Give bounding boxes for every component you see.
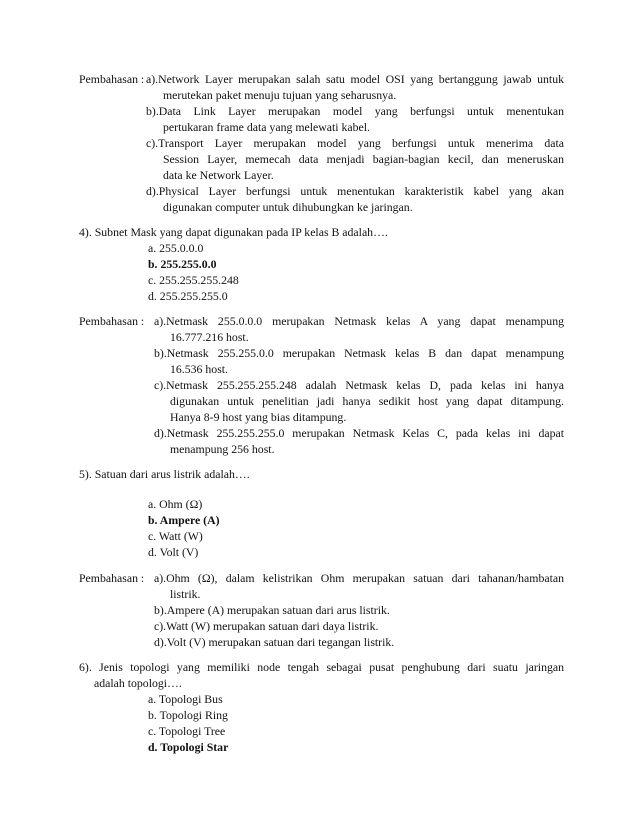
- answer-option: d. 255.255.255.0: [148, 289, 228, 303]
- answer-option-correct: b. Ampere (A): [148, 513, 220, 527]
- pembahasan-line: b).Ampere (A) merupakan satuan dari arus listrik.: [154, 603, 390, 617]
- question-text: adalah topologi….: [94, 676, 182, 690]
- answer-option: c. 255.255.255.248: [148, 273, 239, 287]
- pembahasan-line: 16.777.216 host.: [170, 330, 249, 344]
- pembahasan-line: d).Volt (V) merupakan satuan dari tegangan listrik.: [154, 635, 395, 649]
- pembahasan-line: listrik.: [170, 587, 201, 601]
- pembahasan-label: Pembahasan :: [79, 72, 145, 86]
- pembahasan-line: b).Netmask 255.255.0.0 merupakan Netmask kelas B dan dapat menampung: [154, 346, 564, 360]
- answer-option-correct: d. Topologi Star: [148, 740, 229, 754]
- pembahasan-line: data ke Network Layer.: [163, 168, 274, 182]
- question-text: 4). Subnet Mask yang dapat digunakan pada IP kelas B adalah….: [79, 225, 388, 239]
- pembahasan-line: merutekan paket menuju tujuan yang seharusnya.: [163, 88, 397, 102]
- pembahasan-line: c).Netmask 255.255.255.248 adalah Netmask kelas D, pada kelas ini hanya: [154, 378, 564, 392]
- pembahasan-line: d).Netmask 255.255.255.0 merupakan Netmask Kelas C, pada kelas ini dapat: [154, 426, 564, 440]
- pembahasan-line: Hanya 8-9 host yang bias ditampung.: [170, 410, 347, 424]
- answer-option: c. Watt (W): [148, 529, 203, 543]
- pembahasan-line: pertukaran frame data yang melewati kabel.: [163, 120, 370, 134]
- pembahasan-line: b).Data Link Layer merupakan model yang berfungsi untuk menentukan: [146, 104, 564, 118]
- pembahasan-line: digunakan untuk penelitian jadi hanya sedikit host yang dapat ditampung.: [170, 394, 564, 408]
- pembahasan-label: Pembahasan :: [79, 314, 145, 328]
- pembahasan-label: Pembahasan :: [79, 571, 145, 585]
- answer-option: d. Volt (V): [148, 545, 199, 559]
- pembahasan-line: c).Watt (W) merupakan satuan dari daya listrik.: [154, 619, 379, 633]
- question-text: 5). Satuan dari arus listrik adalah….: [79, 467, 250, 481]
- question-text: 6). Jenis topologi yang memiliki node tengah sebagai pusat penghubung dari suatu jaringan: [79, 660, 564, 674]
- pembahasan-line: menampung 256 host.: [170, 442, 275, 456]
- pembahasan-line: d).Physical Layer berfungsi untuk menentukan karakteristik kabel yang akan: [146, 184, 564, 198]
- answer-option: b. Topologi Ring: [148, 708, 228, 722]
- answer-option-correct: b. 255.255.0.0: [148, 257, 217, 271]
- pembahasan-line: Session Layer, memecah data menjadi bagian-bagian kecil, dan meneruskan: [163, 152, 564, 166]
- pembahasan-line: a).Netmask 255.0.0.0 merupakan Netmask kelas A yang dapat menampung: [154, 314, 564, 328]
- answer-option: a. 255.0.0.0: [148, 241, 204, 255]
- answer-option: a. Topologi Bus: [148, 692, 223, 706]
- pembahasan-line: c).Transport Layer merupakan model yang berfungsi untuk menerima data: [146, 136, 564, 150]
- pembahasan-line: a).Network Layer merupakan salah satu model OSI yang bertanggung jawab untuk: [146, 72, 564, 86]
- pembahasan-line: digunakan computer untuk dihubungkan ke jaringan.: [163, 200, 413, 214]
- answer-option: a. Ohm (Ω): [148, 497, 203, 511]
- answer-option: c. Topologi Tree: [148, 724, 226, 738]
- pembahasan-line: 16.536 host.: [170, 362, 229, 376]
- pembahasan-line: a).Ohm (Ω), dalam kelistrikan Ohm merupakan satuan dari tahanan/hambatan: [154, 571, 564, 585]
